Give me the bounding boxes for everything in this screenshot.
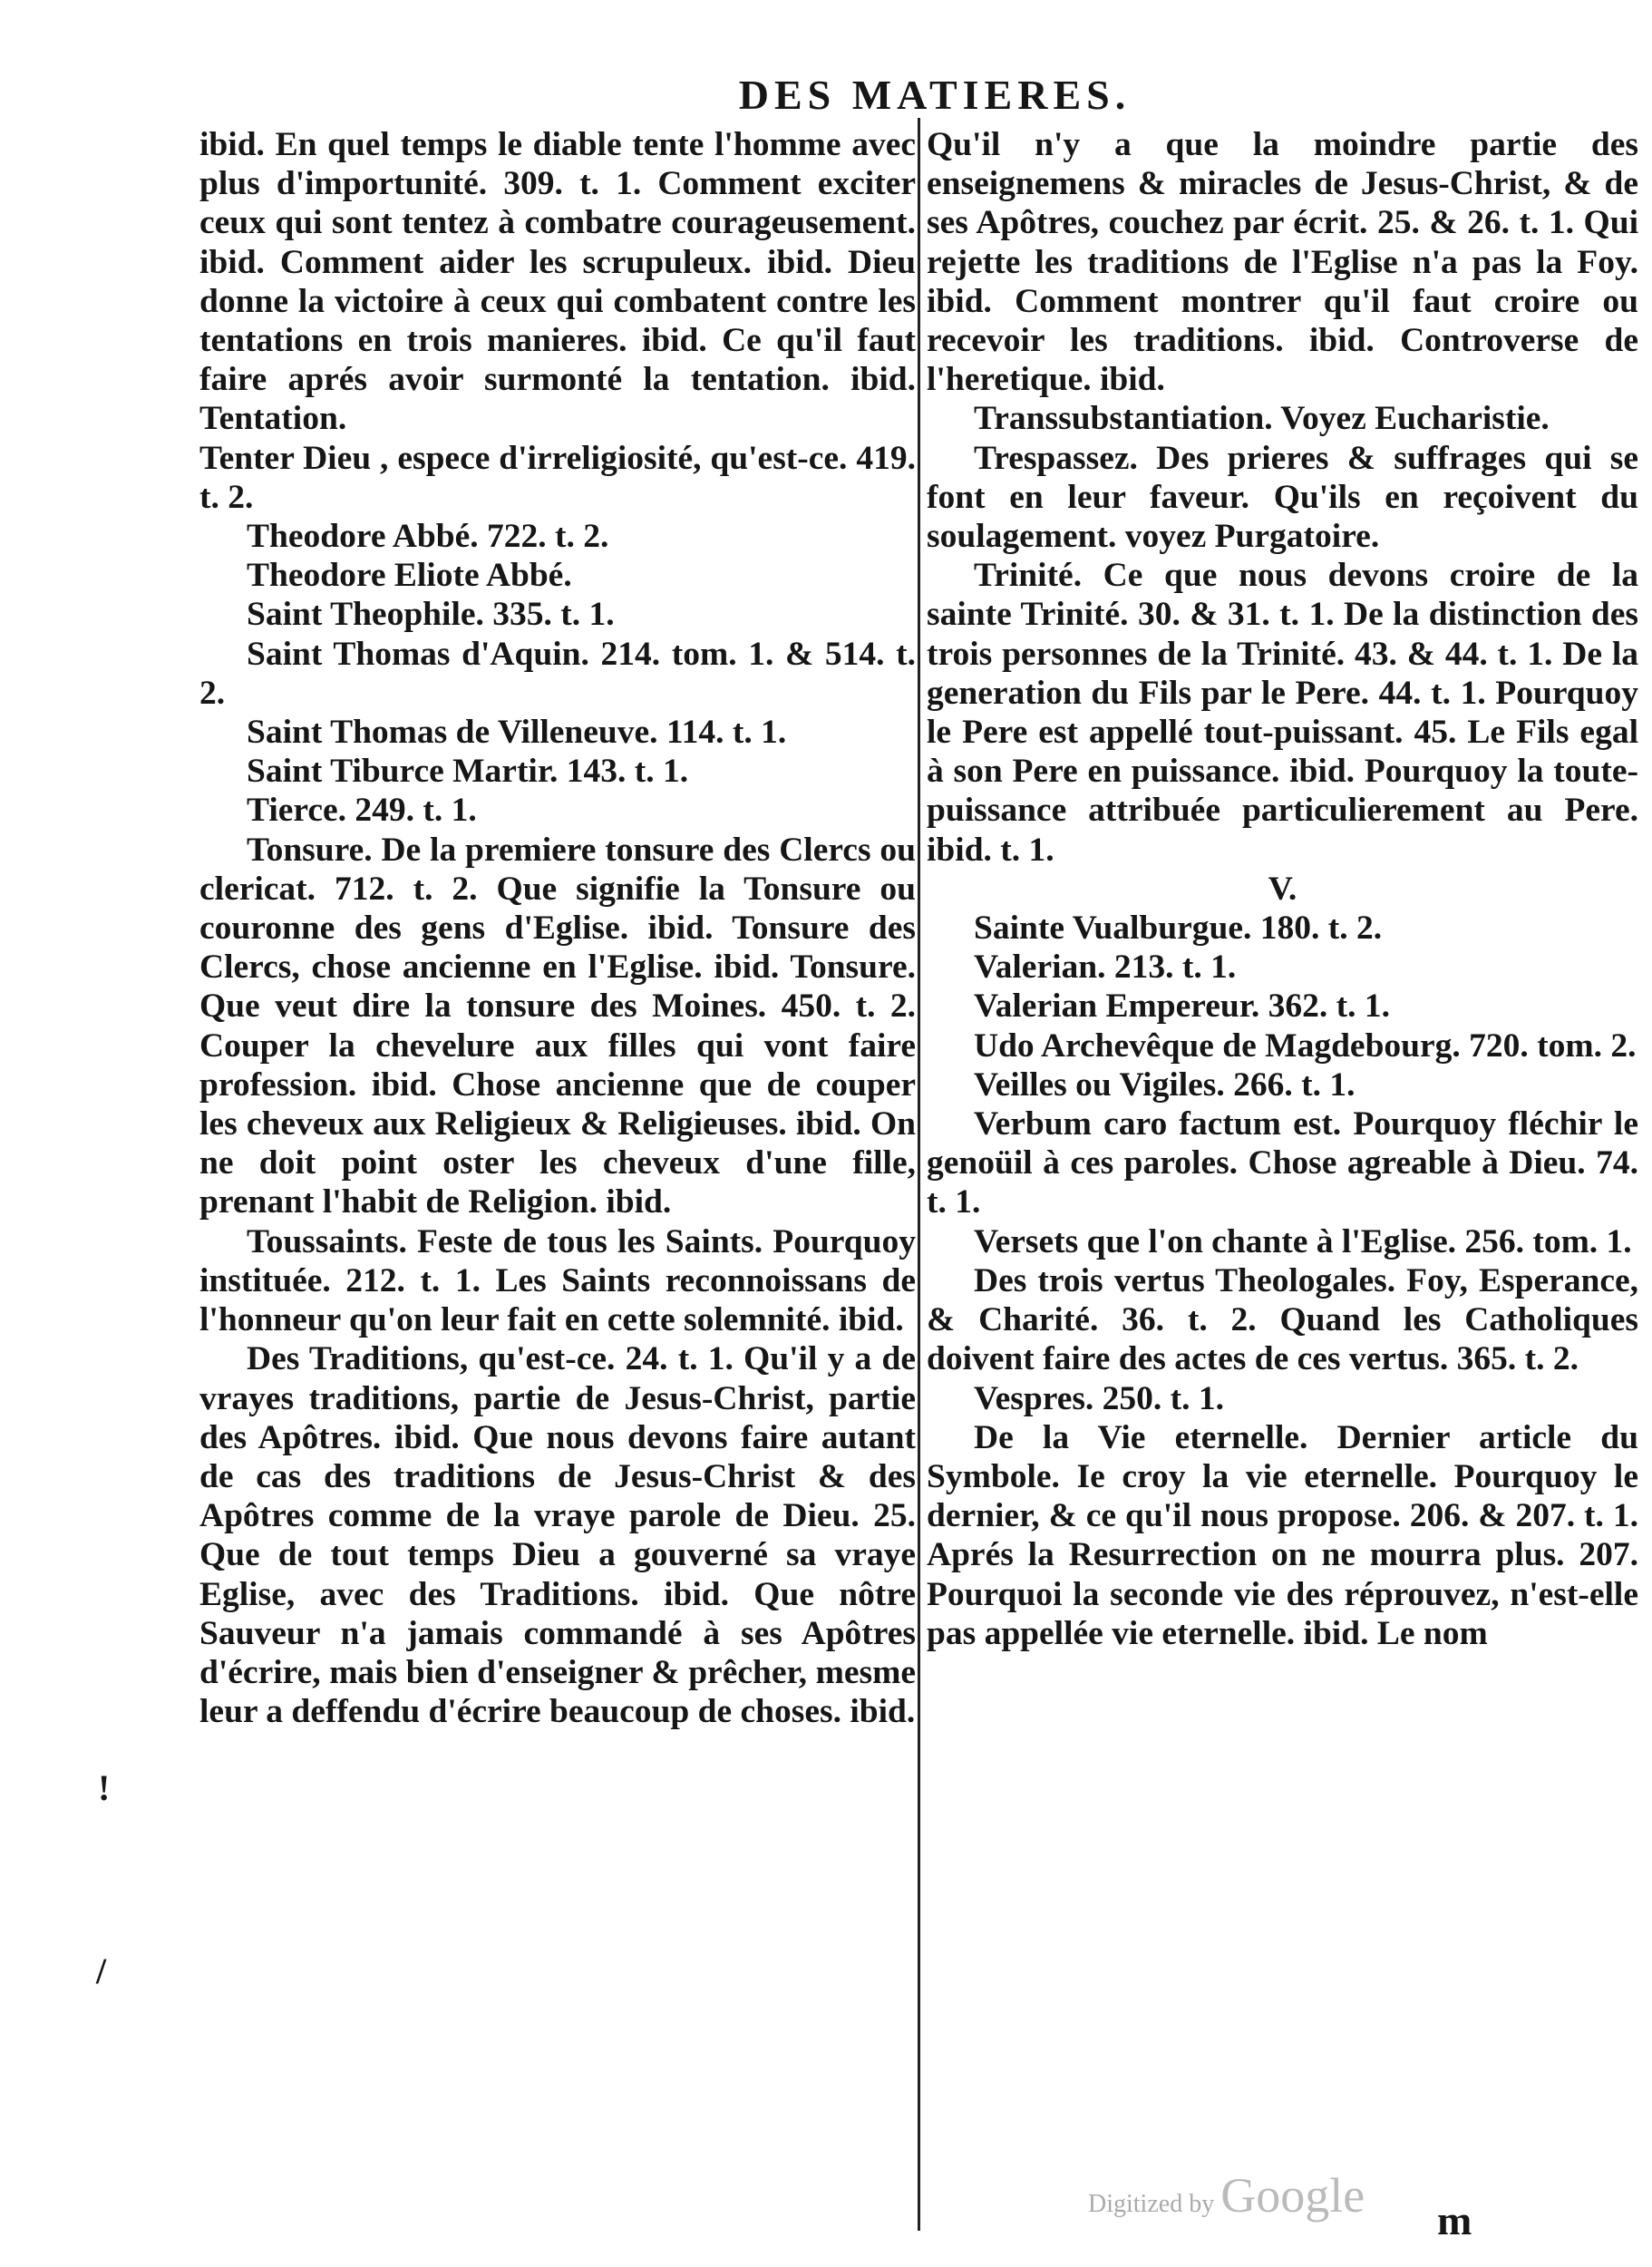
- margin-mark: !: [98, 1767, 111, 1808]
- digitized-watermark: Digitized by Google: [1088, 2168, 1365, 2223]
- index-entry: Valerian. 213. t. 1.: [974, 949, 1237, 987]
- margin-mark: /: [96, 1951, 107, 1991]
- index-entry: ibid. En quel temps le diable tente l'homme avec plus d'importunité. 309. t. 1. Comment exciter ceux qui sont tentez à combatre courageusement. ibid. Comment aider les scrupuleux. ibid. Dieu donne la victoire à ceux qui combatent contre les tentations en trois manieres. ibid. Ce qu'il faut faire aprés avoir surmonté la tentation. ibid. Tentation.: [199, 126, 916, 438]
- index-entry: V.: [1268, 870, 1297, 908]
- index-entry: Tonsure. De la premiere tonsure des Clercs ou clericat. 712. t. 2. Que signifie la Tonsure ou couronne des gens d'Eglise. ibid. Tonsure des Clercs, chose ancienne en l'Eglise. ibid. Tonsure. Que veut dire la tonsure des Moines. 450. t. 2. Couper la chevelure aux filles qui vont faire profession. ibid. Chose ancienne que de couper les cheveux aux Religieux & Religieuses. ibid. On ne doit point oster les cheveux d'une fille, prenant l'habit de Religion. ibid.: [199, 831, 916, 1221]
- index-entry: Theodore Abbé. 722. t. 2.: [247, 518, 609, 556]
- page-header: DES MATIERES.: [738, 72, 1132, 118]
- index-entry: Tenter Dieu , espece d'irreligiosité, qu'est-ce. 419. t. 2.: [199, 439, 916, 516]
- index-entry: Veilles ou Vigiles. 266. t. 1.: [974, 1065, 1356, 1104]
- signature-mark: m: [1437, 2197, 1472, 2243]
- index-entry: Trespassez. Des prieres & suffrages qui se font en leur faveur. Qu'ils en reçoivent du soulagement. voyez Purgatoire.: [927, 439, 1638, 556]
- index-entry: Qu'il n'y a que la moindre partie des enseignemens & miracles de Jesus-Christ, & de ses Apôtres, couchez par écrit. 25. & 26. t. 1. Qui rejette les traditions de l'Eglise n'a pas la Foy. ibid. Comment montrer qu'il faut croire ou recevoir les traditions. ibid. Controverse de l'heretique. ibid.: [927, 126, 1638, 399]
- index-entry: Des Traditions, qu'est-ce. 24. t. 1. Qu'il y a de vrayes traditions, partie de Jesus-Christ, partie des Apôtres. ibid. Que nous devons faire autant de cas des traditions de Jesus-Christ & des Apôtres comme de la vraye parole de Dieu. 25. Que de tout temps Dieu a gouverné sa vraye Eglise, avec des Traditions. ibid. Que nôtre Sauveur n'a jamais commandé à ses Apôtres d'écrire, mais bien d'enseigner & prêcher, mesme leur a deffendu d'écrire beaucoup de choses. ibid.: [199, 1340, 916, 1731]
- index-entry: Udo Archevêque de Magdebourg. 720. tom. 2.: [974, 1026, 1637, 1065]
- index-entry: Theodore Eliote Abbé.: [247, 557, 572, 595]
- index-entry: Saint Theophile. 335. t. 1.: [247, 596, 615, 634]
- left-column: [199, 125, 916, 1731]
- index-entry: Trinité. Ce que nous devons croire de la sainte Trinité. 30. & 31. t. 1. De la distinction des trois personnes de la Trinité. 43. & 44. t. 1. De la generation du Fils par le Pere. 44. t. 1. Pourquoy le Pere est appellé tout-puissant. 45. Le Fils egal à son Pere en puissance. ibid. Pourquoy la toute-puissance attribuée particulierement au Pere. ibid. t. 1.: [927, 557, 1638, 869]
- index-entry: Saint Thomas d'Aquin. 214. tom. 1. & 514. t. 2.: [199, 635, 916, 712]
- column-divider: [918, 118, 920, 2231]
- index-entry: Versets que l'on chante à l'Eglise. 256. tom. 1.: [974, 1222, 1632, 1260]
- index-entry: Des trois vertus Theologales. Foy, Esperance, & Charité. 36. t. 2. Quand les Catholiques doivent faire des actes de ces vertus. 365. t. 2.: [927, 1261, 1638, 1378]
- index-entry: Tierce. 249. t. 1.: [247, 792, 477, 830]
- index-entry: Saint Thomas de Villeneuve. 114. t. 1.: [247, 714, 787, 752]
- index-entry: Vespres. 250. t. 1.: [974, 1379, 1225, 1417]
- index-entry: Transsubstantiation. Voyez Eucharistie.: [974, 400, 1550, 438]
- index-entry: De la Vie eternelle. Dernier article du Symbole. Ie croy la vie eternelle. Pourquoy le dernier, & ce qu'il nous propose. 206. & 207. t. 1. Aprés la Resurrection on ne mourra plus. 207. Pourquoi la seconde vie des réprouvez, n'est-elle pas appellée vie eternelle. ibid. Le nom: [927, 1418, 1638, 1652]
- index-entry: Toussaints. Feste de tous les Saints. Pourquoy instituée. 212. t. 1. Les Saints reconnoissans de l'honneur qu'on leur fait en cette solemnité. ibid.: [199, 1222, 916, 1339]
- index-entry: Verbum caro factum est. Pourquoy fléchir le genoüil à ces paroles. Chose agreable à Dieu. 74. t. 1.: [927, 1105, 1638, 1221]
- index-entry: Sainte Vualburgue. 180. t. 2.: [974, 910, 1383, 948]
- right-column: [927, 125, 1638, 1653]
- index-entry: Valerian Empereur. 362. t. 1.: [974, 988, 1391, 1026]
- index-entry: Saint Tiburce Martir. 143. t. 1.: [247, 753, 689, 791]
- google-logo: Google: [1220, 2168, 1365, 2223]
